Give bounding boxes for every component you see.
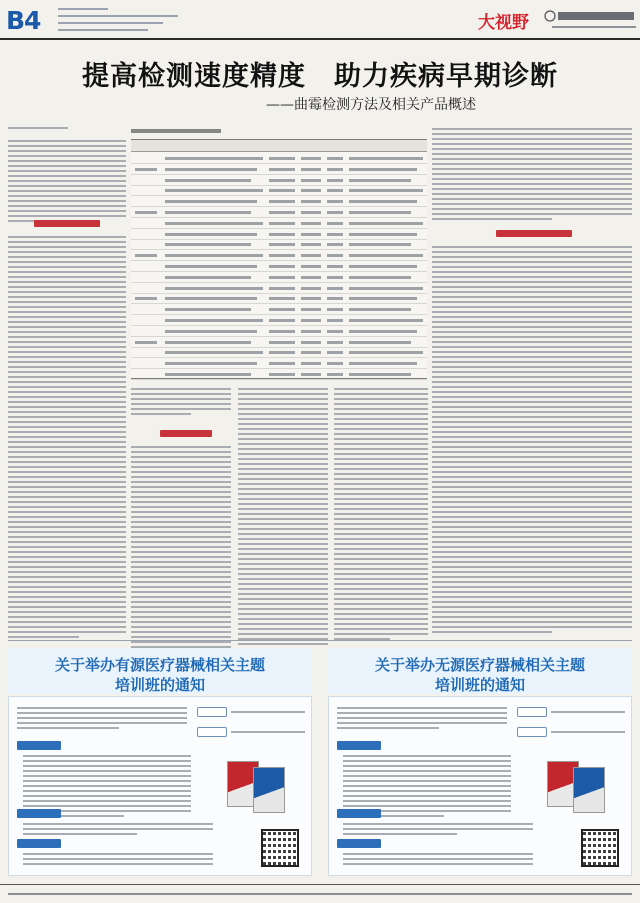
table-cell (165, 308, 251, 311)
organizer-name (231, 711, 305, 716)
table-header (131, 140, 427, 152)
table-cell (165, 189, 263, 192)
section-tag-training-content (337, 741, 381, 750)
table-row (131, 175, 427, 186)
table-cell (269, 287, 295, 290)
table-cell (301, 179, 321, 182)
article-column-4-body (334, 388, 428, 643)
table-cell (165, 265, 257, 268)
table-cell (327, 276, 343, 279)
table-row (131, 283, 427, 294)
table-cell (269, 351, 295, 354)
article-column-5-top (432, 128, 632, 223)
table-row (131, 250, 427, 261)
table-cell (135, 341, 157, 344)
table-cell (327, 319, 343, 322)
table-cell (269, 243, 295, 246)
table-cell (269, 211, 295, 214)
table-cell (135, 297, 157, 300)
table-cell (301, 373, 321, 376)
table-cell (269, 341, 295, 344)
notice-body (328, 696, 632, 876)
table-cell (165, 233, 257, 236)
table-cell (165, 168, 257, 171)
table-cell (165, 297, 257, 300)
table-cell (165, 319, 263, 322)
table-cell (349, 157, 423, 160)
table-cell (301, 351, 321, 354)
notice-header (328, 648, 632, 694)
table-cell (349, 211, 411, 214)
table-cell (349, 330, 417, 333)
schedule-details (343, 823, 533, 838)
table-cell (165, 341, 251, 344)
subheading-detection-methods (160, 430, 212, 437)
table-cell (269, 265, 295, 268)
subheading-column-5 (496, 230, 572, 237)
table-cell (301, 287, 321, 290)
table-cell (327, 373, 343, 376)
supporter-name (551, 731, 625, 736)
table-cell (269, 222, 295, 225)
section-tag-registration (337, 839, 381, 848)
table-cell (327, 297, 343, 300)
table-cell (165, 243, 251, 246)
supporter-tag (197, 727, 227, 737)
notice-intro (17, 707, 187, 732)
table-row (131, 326, 427, 337)
article-column-3-body (238, 388, 328, 653)
table-cell (269, 276, 295, 279)
notice-subtitle: 培训班的通知 (434, 676, 525, 694)
notice-title: 关于举办无源医疗器械相关主题 (374, 656, 585, 674)
table-cell (301, 168, 321, 171)
table-cell (327, 211, 343, 214)
table-cell (301, 330, 321, 333)
table-cell (349, 276, 411, 279)
table-cell (269, 362, 295, 365)
table-cell (327, 254, 343, 257)
table-row (131, 304, 427, 315)
table-cell (301, 254, 321, 257)
registration-details (343, 853, 533, 868)
organizer-tag (517, 707, 547, 717)
table-cell (327, 308, 343, 311)
table-cell (301, 211, 321, 214)
table-cell (349, 362, 417, 365)
organizer-name (551, 711, 625, 716)
table-row (131, 358, 427, 369)
table-cell (301, 308, 321, 311)
table-cell (327, 351, 343, 354)
table-cell (349, 287, 423, 290)
table-cell (165, 157, 263, 160)
table-row (131, 164, 427, 175)
table-cell (165, 330, 257, 333)
textbook-image-2 (253, 767, 285, 813)
qr-code (261, 829, 299, 867)
table-cell (135, 168, 157, 171)
table-row (131, 261, 427, 272)
table-cell (327, 168, 343, 171)
table-cell (349, 189, 423, 192)
table-row (131, 196, 427, 207)
notice-body (8, 696, 312, 876)
headline: 提高检测速度精度 助力疾病早期诊断 (82, 61, 558, 92)
table-cell (165, 211, 251, 214)
table-row (131, 229, 427, 240)
table-cell (165, 179, 251, 182)
table-caption (131, 129, 221, 133)
masthead-rule (0, 38, 640, 40)
article-column-2-methods (131, 446, 231, 661)
table-cell (327, 189, 343, 192)
notice-active-device-training (8, 648, 312, 876)
issue-date (552, 26, 636, 32)
table-cell (269, 200, 295, 203)
table-row (131, 347, 427, 358)
table-row (131, 272, 427, 283)
supporter-name (231, 731, 305, 736)
section-tag-schedule (17, 809, 61, 818)
table-row (131, 153, 427, 164)
table-cell (349, 233, 417, 236)
table-cell (301, 189, 321, 192)
qr-code (581, 829, 619, 867)
table-cell (165, 351, 263, 354)
table-cell (269, 373, 295, 376)
notice-subtitle: 培训班的通知 (114, 676, 205, 694)
newspaper-logo (544, 10, 636, 22)
table-cell (165, 200, 257, 203)
page-footer (0, 884, 640, 903)
article-column-1-intro (8, 140, 126, 225)
textbook-image-2 (573, 767, 605, 813)
masthead (0, 0, 640, 40)
table-cell (349, 243, 411, 246)
table-cell (349, 168, 417, 171)
table-row (131, 207, 427, 218)
table-cell (327, 179, 343, 182)
table-cell (269, 254, 295, 257)
table-cell (301, 222, 321, 225)
page-number: B4 (6, 6, 41, 35)
table-row (131, 369, 427, 380)
table-cell (327, 233, 343, 236)
article-column-2-body (131, 388, 231, 418)
table-cell (327, 362, 343, 365)
table-cell (349, 200, 417, 203)
table-row (131, 218, 427, 229)
table-cell (349, 179, 411, 182)
table-cell (165, 287, 263, 290)
table-cell (165, 373, 251, 376)
table-cell (301, 157, 321, 160)
table-cell (301, 243, 321, 246)
table-cell (269, 297, 295, 300)
table-cell (327, 222, 343, 225)
table-row (131, 337, 427, 348)
notice-intro (337, 707, 507, 732)
masthead-info-lines (58, 8, 178, 34)
table-cell (349, 308, 411, 311)
table-cell (349, 373, 411, 376)
table-cell (269, 233, 295, 236)
section-tag-training-content (17, 741, 61, 750)
section-name: 大视野 (478, 13, 529, 33)
table-cell (269, 189, 295, 192)
schedule-details (23, 823, 213, 838)
table-row (131, 315, 427, 326)
notice-title: 关于举办有源医疗器械相关主题 (54, 656, 265, 674)
notice-header (8, 648, 312, 694)
table-cell (165, 254, 263, 257)
table-cell (269, 308, 295, 311)
table-cell (269, 330, 295, 333)
section-tag-schedule (337, 809, 381, 818)
table-cell (135, 254, 157, 257)
organizer-tag (197, 707, 227, 717)
table-cell (301, 233, 321, 236)
article-column-5-body (432, 246, 632, 636)
table-cell (301, 265, 321, 268)
table-cell (327, 341, 343, 344)
table-cell (135, 211, 157, 214)
table-cell (269, 157, 295, 160)
table-cell (349, 341, 411, 344)
table-cell (301, 319, 321, 322)
table-cell (165, 362, 257, 365)
table-cell (301, 297, 321, 300)
table-cell (349, 254, 423, 257)
table-row (131, 185, 427, 196)
detection-products-table (131, 139, 427, 379)
table-cell (327, 265, 343, 268)
registration-details (23, 853, 213, 868)
table-cell (349, 222, 423, 225)
table-row (131, 239, 427, 250)
table-cell (327, 157, 343, 160)
table-cell (165, 222, 263, 225)
section-divider (8, 640, 632, 641)
table-cell (301, 362, 321, 365)
table-cell (349, 319, 423, 322)
subheadline: ——曲霉检测方法及相关产品概述 (266, 97, 476, 113)
table-cell (165, 276, 251, 279)
supporter-tag (517, 727, 547, 737)
byline (8, 127, 68, 132)
article-column-1-body (8, 236, 126, 641)
table-cell (269, 179, 295, 182)
table-cell (327, 287, 343, 290)
table-cell (301, 276, 321, 279)
section-tag-registration (17, 839, 61, 848)
table-cell (301, 200, 321, 203)
table-cell (349, 351, 423, 354)
table-cell (349, 297, 417, 300)
table-cell (327, 200, 343, 203)
table-cell (269, 168, 295, 171)
table-cell (301, 341, 321, 344)
subheading-column-1 (34, 220, 100, 227)
table-row (131, 293, 427, 304)
table-cell (327, 243, 343, 246)
notice-passive-device-training (328, 648, 632, 876)
table-cell (349, 265, 417, 268)
table-cell (269, 319, 295, 322)
table-cell (327, 330, 343, 333)
